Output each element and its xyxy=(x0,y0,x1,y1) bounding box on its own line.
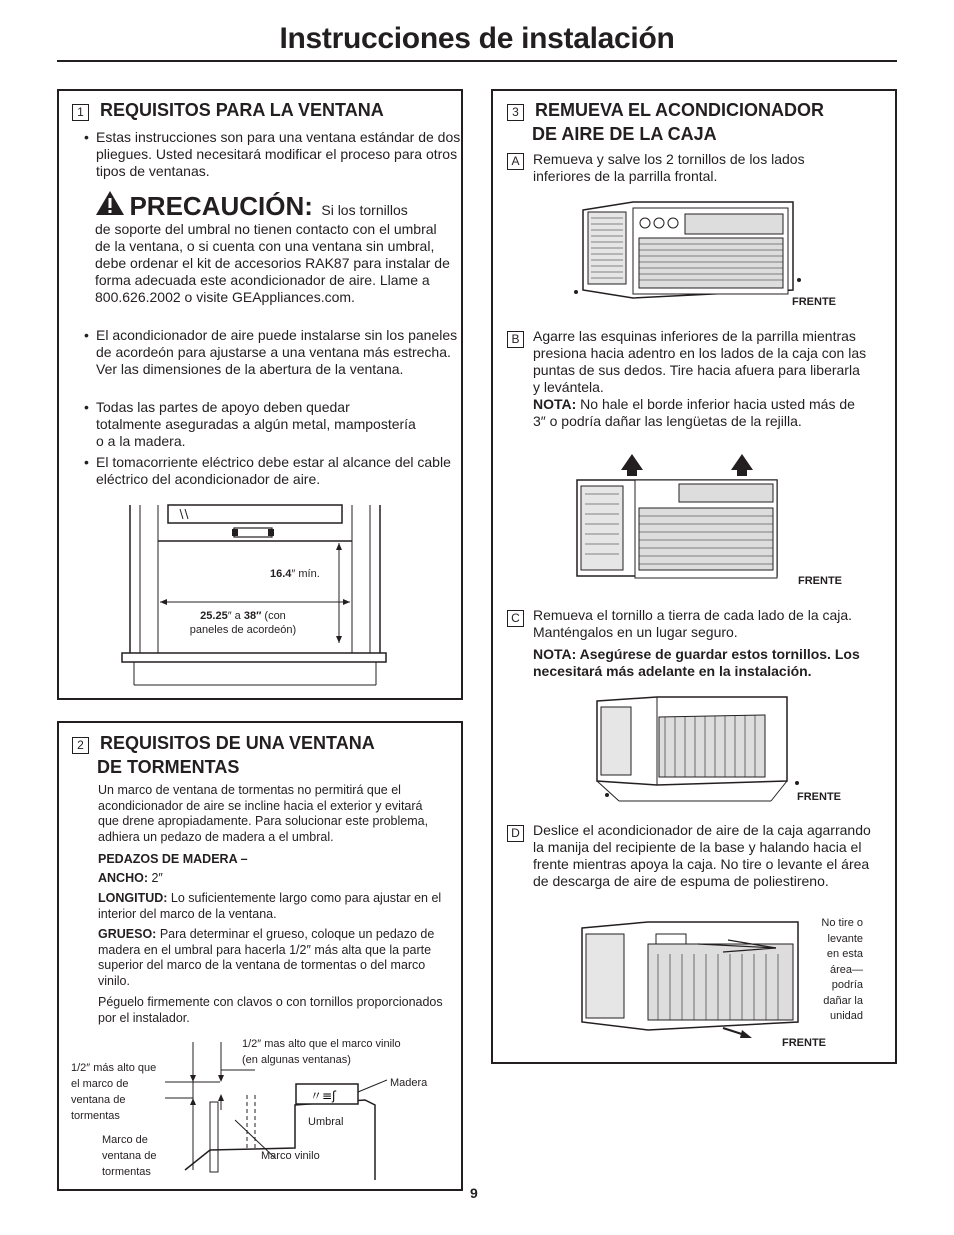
svg-text:〃≡ʃ: 〃≡ʃ xyxy=(310,1089,337,1103)
wood-thickness: GRUESO: Para determinar el grueso, coloque un pedazo de madera en el umbral para hacerla 1/2″ más alta que la parte superior del marco de la ventana de tormentas o del marco vinilo. xyxy=(98,927,435,988)
section-1-title: 1 REQUISITOS PARA LA VENTANA xyxy=(72,98,384,122)
label-storm-frame: Marco de ventana de tormentas xyxy=(102,1134,157,1178)
ac-grille-lift-image xyxy=(575,450,785,580)
step-b-text: Agarre las esquinas inferiores de la parrilla mientras presiona hacia adentro en los lados de la caja con las puntas de sus dedos. Tire hacia afuera para liberarla y levántela. xyxy=(533,328,867,395)
step-a-text: Remueva y salve los 2 tornillos de los lados inferiores de la parrilla frontal. xyxy=(533,151,805,184)
label-half-inch-vinyl: 1/2″ mas alto que el marco vinilo (en algunas ventanas) xyxy=(242,1038,401,1066)
step-c-text: Remueva el tornillo a tierra de cada lado de la caja. Manténgalos en un lugar seguro. xyxy=(533,607,853,640)
bullet-accordion-panels: • El acondicionador de aire puede instalarse sin los paneles de acordeón para ajustarse a una ventana más estrecha. Ver las dimensiones de la abertura de la ventana. xyxy=(84,327,458,378)
section-1-number: 1 xyxy=(72,104,89,121)
page-title: Instrucciones de instalación xyxy=(279,22,675,55)
wood-width: ANCHO: 2″ xyxy=(98,871,163,885)
section-3-number: 3 xyxy=(507,104,524,121)
frente-label-b: FRENTE xyxy=(798,575,842,587)
caution-word: PRECAUCIÓN: xyxy=(129,191,313,221)
ac-case-screws-image xyxy=(595,695,805,805)
step-c-note: NOTA: Asegúrese de guardar estos tornillos. Los necesitará más adelante en la instalación. xyxy=(533,646,860,679)
frente-label-c: FRENTE xyxy=(797,791,841,803)
step-a-letter: A xyxy=(507,153,524,170)
frente-label-d: FRENTE xyxy=(782,1037,826,1049)
storm-intro: Un marco de ventana de tormentas no permitirá que el acondicionador de aire se incline hacia el exterior y evitará que drene apropiadamente. Para solucionar este problema, adhiera un pedazo de madera a el umbral. xyxy=(98,783,429,844)
window-opening-diagram xyxy=(120,505,390,685)
step-b-note: NOTA: No hale el borde inferior hacia usted más de 3″ o podría dañar las lengüetas de la rejilla. xyxy=(533,396,855,429)
ac-slide-out-image xyxy=(578,918,818,1048)
label-umbral: Umbral xyxy=(308,1116,344,1128)
section-2-title: 2 REQUISITOS DE UNA VENTANA DE TORMENTAS xyxy=(72,731,375,779)
title-rule xyxy=(57,60,897,62)
attach-instruction: Péguelo firmemente con clavos o con tornillos proporcionados por el instalador. xyxy=(98,995,443,1025)
wood-length: LONGITUD: Lo suficientemente largo como para ajustar en el interior del marco de la ventana. xyxy=(98,891,442,921)
bullet-support-parts: • Todas las partes de apoyo deben quedar totalmente aseguradas a algún metal, mampostería o a la madera. xyxy=(84,399,416,450)
page-number: 9 xyxy=(470,1185,478,1201)
dim-height-label: 16.4″ mín. xyxy=(270,568,320,580)
label-half-inch-storm: 1/2″ más alto que el marco de ventana de tormentas xyxy=(71,1062,157,1122)
bullet-standard-window: • Estas instrucciones son para una ventana estándar de dos pliegues. Usted necesitará modificar el proceso para otros tipos de ventanas. xyxy=(84,129,461,180)
section-3-title: 3 REMUEVA EL ACONDICIONADOR DE AIRE DE LA CAJA xyxy=(507,98,824,146)
do-not-lift-warning: No tire o levante en esta área— podría dañar la unidad xyxy=(821,917,863,1022)
bullet-outlet: • El tomacorriente eléctrico debe estar al alcance del cable eléctrico del acondicionador de aire. xyxy=(84,454,458,488)
caution-body: de soporte del umbral no tienen contacto con el umbral de la ventana, o si cuenta con una ventana sin umbral, debe ordenar el kit de accesorios RAK87 para instalar de forma adecuada este acondicionador de aire. Llame a 800.626.2002 o visite GEAppliances.com. xyxy=(95,221,450,305)
step-d-text: Deslice el acondicionador de aire de la caja agarrando la manija del recipiente de la base y halando hacia el frente mientras apoya la caja. No tire o levante el área de descarga de aire de espuma de poliestireno. xyxy=(533,822,871,889)
label-marco-vinilo: Marco vinilo xyxy=(261,1150,320,1162)
ac-unit-front-image xyxy=(573,200,803,300)
step-d-letter: D xyxy=(507,825,524,842)
caution-block xyxy=(95,190,450,222)
label-madera: Madera xyxy=(390,1077,428,1089)
step-b-letter: B xyxy=(507,331,524,348)
wood-pieces-heading: PEDAZOS DE MADERA – xyxy=(98,852,248,866)
dim-width-label: 25.25″ a 38″ (con paneles de acordeón) xyxy=(189,610,297,636)
warning-icon xyxy=(95,190,125,221)
step-c-letter: C xyxy=(507,610,524,627)
frente-label-a: FRENTE xyxy=(792,296,836,308)
caution-text: Si los tornillos xyxy=(321,202,408,218)
section-2-number: 2 xyxy=(72,737,89,754)
